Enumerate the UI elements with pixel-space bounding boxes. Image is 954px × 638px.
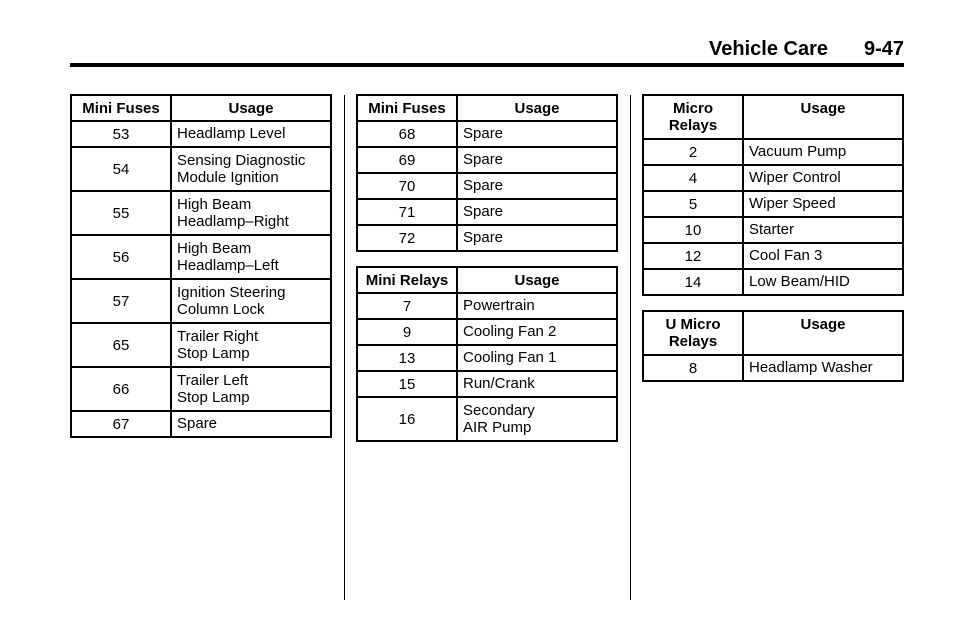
fuse-usage: Sensing Diagnostic Module Ignition <box>171 147 331 191</box>
relay-number: 13 <box>357 345 457 371</box>
relay-usage: Headlamp Washer <box>743 355 903 381</box>
page-header <box>0 0 954 70</box>
fuse-number: 56 <box>71 235 171 279</box>
relay-usage: Wiper Control <box>743 165 903 191</box>
fuse-number: 66 <box>71 367 171 411</box>
relay-usage: Vacuum Pump <box>743 139 903 165</box>
relay-number: 4 <box>643 165 743 191</box>
relay-usage: Run/Crank <box>457 371 617 397</box>
column-header: Mini Fuses <box>357 95 457 121</box>
relay-number: 9 <box>357 319 457 345</box>
fuse-number: 54 <box>71 147 171 191</box>
fuse-number: 69 <box>357 147 457 173</box>
fuse-usage: Spare <box>457 199 617 225</box>
mini-fuses-table-2 <box>356 94 618 252</box>
section-title: Vehicle Care <box>709 38 828 60</box>
fuse-usage: Ignition Steering Column Lock <box>171 279 331 323</box>
fuse-usage: Trailer Right Stop Lamp <box>171 323 331 367</box>
fuse-number: 70 <box>357 173 457 199</box>
relay-number: 16 <box>357 397 457 441</box>
fuse-usage: Headlamp Level <box>171 121 331 147</box>
fuse-number: 55 <box>71 191 171 235</box>
relay-number: 5 <box>643 191 743 217</box>
mini-relays-table <box>356 266 618 442</box>
relay-number: 10 <box>643 217 743 243</box>
relay-usage: Powertrain <box>457 293 617 319</box>
fuse-usage: Spare <box>457 173 617 199</box>
fuse-usage: Spare <box>457 225 617 251</box>
relay-number: 12 <box>643 243 743 269</box>
relay-usage: Secondary AIR Pump <box>457 397 617 441</box>
column-header: Usage <box>457 267 617 293</box>
relay-usage: Starter <box>743 217 903 243</box>
column-header: Mini Relays <box>357 267 457 293</box>
micro-relays-table <box>642 94 904 296</box>
relay-usage: Low Beam/HID <box>743 269 903 295</box>
column-header: Usage <box>457 95 617 121</box>
relay-usage: Cool Fan 3 <box>743 243 903 269</box>
column-header: Usage <box>743 311 903 355</box>
fuse-number: 65 <box>71 323 171 367</box>
fuse-number: 72 <box>357 225 457 251</box>
column-header: Usage <box>171 95 331 121</box>
column-header: Micro Relays <box>643 95 743 139</box>
u-micro-relays-table <box>642 310 904 382</box>
fuse-usage: Spare <box>171 411 331 437</box>
fuse-usage: Spare <box>457 147 617 173</box>
page-number: 9-47 <box>863 38 904 60</box>
mini-fuses-table-1 <box>70 94 332 438</box>
relay-number: 15 <box>357 371 457 397</box>
column-header: U Micro Relays <box>643 311 743 355</box>
fuse-number: 68 <box>357 121 457 147</box>
column-header: Usage <box>743 95 903 139</box>
relay-usage: Wiper Speed <box>743 191 903 217</box>
fuse-number: 67 <box>71 411 171 437</box>
fuse-usage: Trailer Left Stop Lamp <box>171 367 331 411</box>
relay-number: 2 <box>643 139 743 165</box>
relay-usage: Cooling Fan 2 <box>457 319 617 345</box>
fuse-number: 53 <box>71 121 171 147</box>
relay-number: 7 <box>357 293 457 319</box>
column-header: Mini Fuses <box>71 95 171 121</box>
header-rule <box>70 63 904 67</box>
fuse-number: 57 <box>71 279 171 323</box>
relay-usage: Cooling Fan 1 <box>457 345 617 371</box>
column-divider <box>344 95 345 600</box>
column-divider <box>630 95 631 600</box>
relay-number: 14 <box>643 269 743 295</box>
fuse-usage: High Beam Headlamp–Right <box>171 191 331 235</box>
fuse-usage: High Beam Headlamp–Left <box>171 235 331 279</box>
fuse-usage: Spare <box>457 121 617 147</box>
relay-number: 8 <box>643 355 743 381</box>
fuse-number: 71 <box>357 199 457 225</box>
